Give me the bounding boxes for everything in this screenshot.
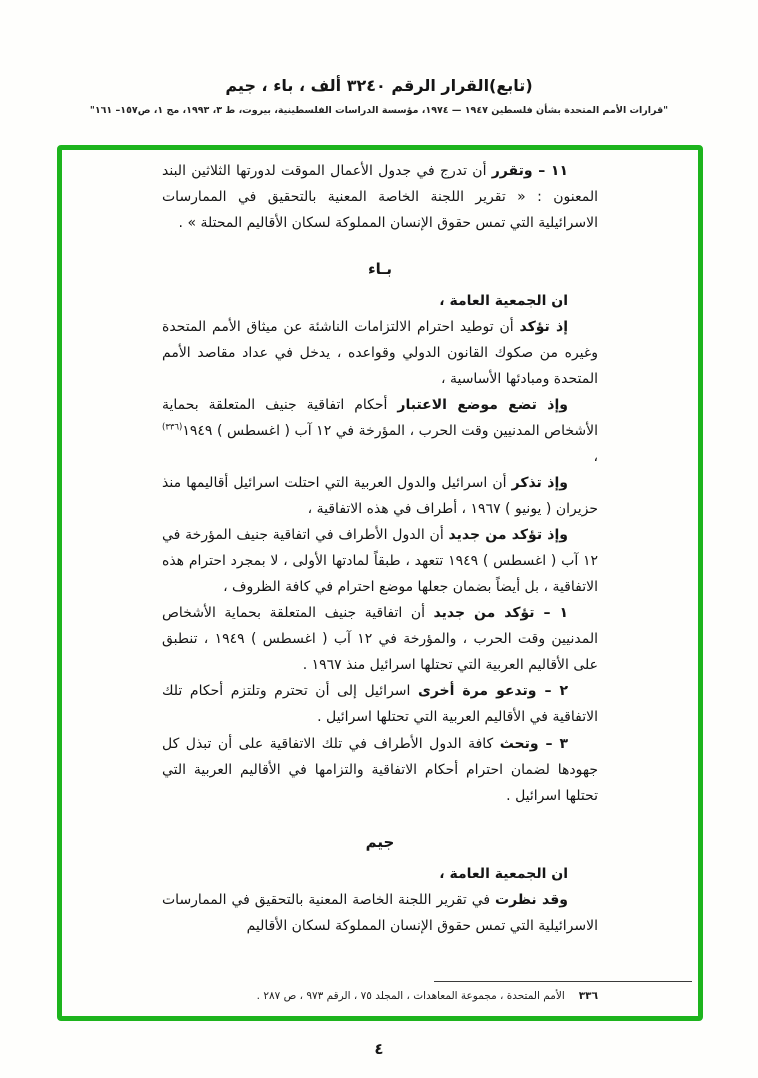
resolution-text [62,150,698,981]
operative-item-2-text: اسرائيل إلى أن تحترم وتلتزم أحكام تلك الاتفاقية في الأقاليم العربية التي تحتلها اسرائيل . [162,683,598,726]
paragraph-reaffirming [162,522,598,600]
paragraph-recalling [162,470,598,522]
paragraph-bearing-tail: ، [593,449,598,466]
citation-line: "قرارات الأمم المتحدة بشأن فلسطين ١٩٤٧ — ١٩٧٤، مؤسسة الدراسات الفلسطينية، بيروت، ط ٣، ١٩٩٣، مج ١، ص١٥٧– ١٦١" [89,105,669,116]
paragraph-reaffirming-text: أن الدول الأطراف في اتفاقية جنيف المؤرخة في ١٢ آب ( اغسطس ) ١٩٤٩ تتعهد ، طبقاً لمادتها الأولى ، لا بمجرد احترام هذه الاتفاقية ، بل أيضاً بضمان جعلها موضع احترام في كافة الظروف ، [162,527,599,596]
operative-item-1-text: أن اتفاقية جنيف المتعلقة بحماية الأشخاص المدنيين وقت الحرب ، والمؤرخة في ١٢ آب ( اغسطس ) ١٩٤٩ ، تنطبق على الأقاليم العربية التي تحتلها اسرائيل منذ ١٩٦٧ . [162,605,598,674]
assembly-line-c: ان الجمعية العامة ، [439,865,568,882]
green-annotation-frame [57,145,703,1021]
paragraph-reaffirming-lead: وإذ تؤكد من جديد [448,527,568,544]
assembly-line-b: ان الجمعية العامة ، [439,292,568,309]
paragraph-bearing-lead: وإذ تضع موضع الاعتبار [397,397,568,414]
operative-item-3-lead: ٣ – وتحث [499,735,568,752]
paragraph-11-text: أن تدرج في جدول الأعمال الموقت لدورتها الثلاثين البند المعنون : « تقرير اللجنة الخاصة المعنية بالتحقيق في الممارسات الاسرائيلية التي تمس حقوق الإنسان المملوكة لسكان الأقاليم المحتلة » . [162,163,598,232]
page-number: ٤ [374,1040,384,1058]
paragraph-affirming-text: أن توطيد احترام الالتزامات الناشئة عن ميثاق الأمم المتحدة وغيره من صكوك القانون الدولي وقواعده ، يدخل في عداد مقاصد الأمم المتحدة ومبادئها الأساسية ، [162,319,598,388]
footnote-text: الأمم المتحدة ، مجموعة المعاهدات ، المجلد ٧٥ ، الرقم ٩٧٣ ، ص ٢٨٧ . [256,990,565,1002]
section-heading-c: جيم [365,832,395,851]
footnote-number: ٣٣٦ [578,990,598,1002]
operative-item-1 [162,600,598,678]
footnote-divider [434,981,692,982]
paragraph-having-considered-lead: وقد نظرت [495,891,568,908]
operative-item-3 [162,731,598,809]
paragraph-recalling-text: أن اسرائيل والدول العربية التي احتلت اسرائيل أقاليمها منذ حزيران ( يونيو ) ١٩٦٧ ، أطراف في هذه الاتفاقية ، [162,475,598,518]
paragraph-having-considered-text: في تقرير اللجنة الخاصة المعنية بالتحقيق في الممارسات الاسرائيلية التي تمس حقوق الإنسان المملوكة لسكان الأقاليم [162,891,598,934]
paragraph-bearing-text: أحكام اتفاقية جنيف المتعلقة بحماية الأشخاص المدنيين وقت الحرب ، المؤرخة في ١٢ آب ( اغسطس ) ١٩٤٩ [162,397,599,440]
paragraph-bearing-in-mind [162,392,598,470]
paragraph-recalling-lead: وإذ تذكر [511,475,568,492]
footnote [162,990,692,1002]
paragraph-11 [162,158,598,236]
operative-item-2-lead: ٢ – وتدعو مرة أخرى [418,683,569,700]
paragraph-11-lead: ١١ – وتقرر [491,163,568,179]
paragraph-having-considered [162,887,598,939]
paragraph-affirming-lead: إذ تؤكد [519,319,568,336]
operative-item-3-text: كافة الدول الأطراف في تلك الاتفاقية على أن تبذل كل جهودها لضمان احترام أحكام الاتفاقية والتزامها في الأقاليم العربية التي تحتلها اسرائيل . [162,735,598,804]
footnote-area [62,981,698,1016]
paragraph-affirming [162,314,598,392]
document-title: (تابع)القرار الرقم ٣٢٤٠ ألف ، باء ، جيم [225,76,533,95]
operative-item-1-lead: ١ – تؤكد من جديد [433,605,568,622]
footnote-reference: (٣٣٦) [162,422,183,433]
document-header [0,76,758,116]
operative-item-2 [162,678,598,730]
section-heading-b: بـاء [367,260,393,279]
